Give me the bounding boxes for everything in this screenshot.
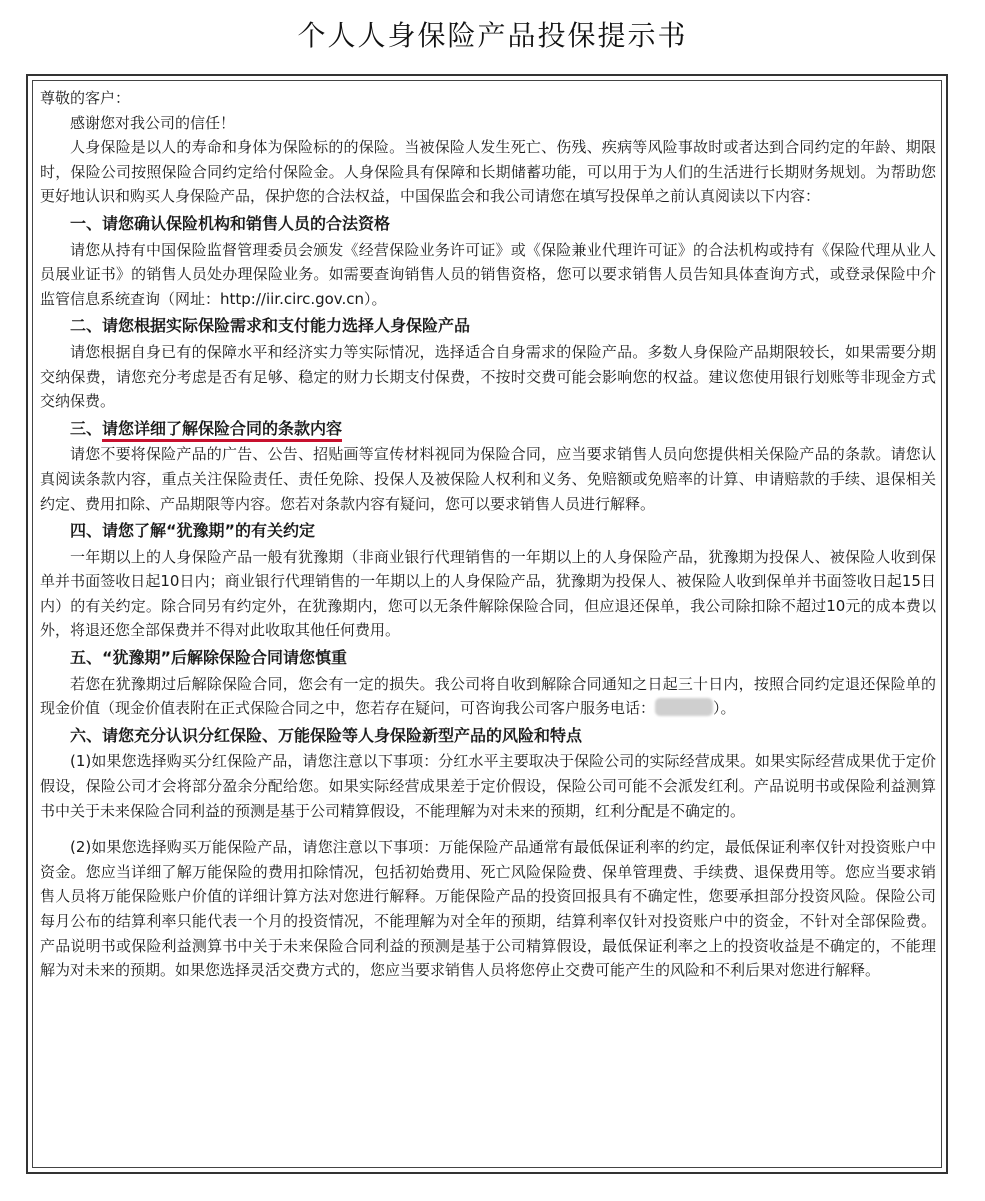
section-3-title-underlined: 请您详细了解保险合同的条款内容	[102, 419, 342, 442]
section-4-body: 一年期以上的人身保险产品一般有犹豫期（非商业银行代理销售的一年期以上的人身保险产品，犹豫期为投保人、被保险人收到保单并书面签收日起10日内；商业银行代理销售的一年期以上的人身保险产品，犹豫期为投保人、被保险人收到保单并书面签收日起15日内）的有关约定。除合同另有约定外，在犹豫期内，您可以无条件解除保险合同，但应退还保单，我公司除扣除不超过10元的成本费以外，将退还您全部保费并不得对此收取其他任何费用。	[40, 547, 936, 640]
intro-paragraph: 人身保险是以人的寿命和身体为保险标的的保险。当被保险人发生死亡、伤残、疾病等风险事故时或者达到合同约定的年龄、期限时，保险公司按照保险合同约定给付保险金。人身保险具有保障和长期储蓄功能，可以用于为人们的生活进行长期财务规划。为帮助您更好地认识和购买人身保险产品，保护您的合法权益，中国保监会和我公司请您在填写投保单之前认真阅读以下内容：	[40, 138, 936, 206]
section-6-body-2: (2)如果您选择购买万能保险产品，请您注意以下事项：万能保险产品通常有最低保证利率的约定，最低保证利率仅针对投资账户中资金。您应当详细了解万能保险的费用扣除情况，包括初始费用、死亡风险保险费、保单管理费、手续费、退保费用等。您应当要求销售人员将万能保险账户价值的详细计算方法对您进行解释。万能保险产品的投资回报具有不确定性，您要承担部分投资风险。保险公司每月公布的结算利率只能代表一个月的投资情况，不能理解为对全年的预期，结算利率仅针对投资账户中的资金，不针对全部保险费。产品说明书或保险利益测算书中关于未来保险合同利益的预测是基于公司精算假设，最低保证利率之上的投资收益是不确定的，不能理解为对未来的预期。如果您选择灵活交费方式的，您应当要求销售人员将您停止交费可能产生的风险和不利后果对您进行解释。	[40, 838, 936, 980]
section-4-heading: 四、请您了解“犹豫期”的有关约定	[70, 521, 316, 541]
section-6-body-1: (1)如果您选择购买分红保险产品，请您注意以下事项：分红水平主要取决于保险公司的实际经营成果。如果实际经营成果优于定价假设，保险公司才会将部分盈余分配给您。如果实际经营成果差于定价假设，保险公司可能不会派发红利。产品说明书或保险利益测算书中关于未来保险合同利益的预测是基于公司精算假设，不能理解为对未来的预期，红利分配是不确定的。	[40, 752, 936, 820]
section-1-body: 请您从持有中国保险监督管理委员会颁发《经营保险业务许可证》或《保险兼业代理许可证》的合法机构或持有《保险代理从业人员展业证书》的销售人员处办理保险业务。如需要查询销售人员的销售资格，您可以要求销售人员告知具体查询方式，或登录保险中介监管信息系统查询（网址：http://iir.circ.gov.cn）。	[40, 240, 936, 308]
paragraph-gap	[40, 823, 936, 835]
section-3-body: 请您不要将保险产品的广告、公告、招贴画等宣传材料视同为保险合同，应当要求销售人员向您提供相关保险产品的条款。请您认真阅读条款内容，重点关注保险责任、责任免除、投保人及被保险人权利和义务、免赔额或免赔率的计算、申请赔款的手续、退保相关约定、费用扣除、产品期限等内容。您若对条款内容有疑问，您可以要求销售人员进行解释。	[40, 445, 936, 513]
section-6-heading: 六、请您充分认识分红保险、万能保险等人身保险新型产品的风险和特点	[70, 725, 583, 745]
section-1-heading: 一、请您确认保险机构和销售人员的合法资格	[70, 213, 391, 233]
document-body	[40, 86, 936, 983]
section-3-heading	[70, 417, 936, 442]
section-5-text-end: ）。	[713, 699, 736, 718]
section-5-heading: 五、“犹豫期”后解除保险合同请您慎重	[70, 648, 348, 668]
thanks-line: 感谢您对我公司的信任！	[70, 113, 236, 132]
greeting: 尊敬的客户：	[40, 89, 131, 107]
section-5-body	[40, 672, 936, 721]
section-3-number: 三、	[70, 418, 103, 438]
section-5-text: 若您在犹豫期过后解除保险合同，您会有一定的损失。我公司将自收到解除合同通知之日起三十日内，按照合同约定退还保险单的现金价值（现金价值表附在正式保险合同之中，您若存在疑问，可咨询我公司客户服务电话：	[40, 674, 936, 718]
redacted-phone	[655, 698, 713, 716]
document-title: 个人人身保险产品投保提示书	[297, 19, 688, 52]
section-2-body: 请您根据自身已有的保障水平和经济实力等实际情况，选择适合自身需求的保险产品。多数人身保险产品期限较长，如果需要分期交纳保费，请您充分考虑是否有足够、稳定的财力长期支付保费，不按时交费可能会影响您的权益。建议您使用银行划账等非现金方式交纳保费。	[40, 342, 936, 411]
section-2-heading: 二、请您根据实际保险需求和支付能力选择人身保险产品	[70, 316, 471, 336]
